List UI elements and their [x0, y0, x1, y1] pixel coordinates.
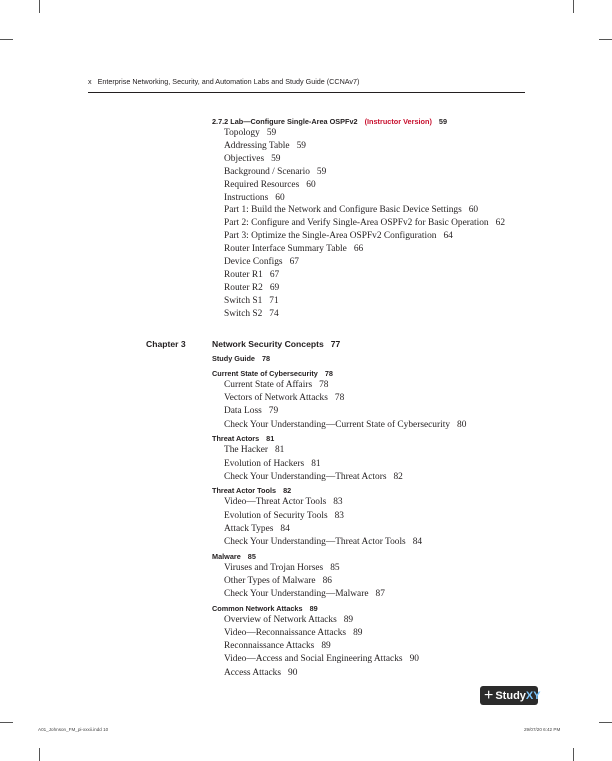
entry-text: Access Attacks: [224, 667, 282, 678]
toc-entry: [224, 641, 331, 651]
toc-entry: [224, 128, 276, 138]
entry-text: Part 3: Optimize the Single-Area OSPFv2 Configuration: [224, 231, 437, 242]
page-number: 59: [296, 140, 306, 151]
page-number: 80: [457, 419, 467, 430]
entry-text: Data Loss: [224, 406, 262, 417]
section-heading: [212, 354, 270, 363]
crop-mark: [573, 0, 574, 13]
entry-text: Router R1: [224, 269, 263, 280]
page-number: 87: [375, 589, 385, 600]
entry-text: Video—Reconnaissance Attacks: [224, 628, 347, 638]
crop-mark: [0, 39, 13, 40]
section-heading: [212, 552, 256, 561]
toc-entry: [224, 628, 362, 638]
toc-entry: [224, 563, 340, 573]
crop-mark: [39, 748, 40, 761]
entry-text: Check Your Understanding—Malware: [224, 589, 369, 600]
entry-text: Objectives: [224, 153, 265, 164]
toc-entry: [224, 193, 285, 203]
entry-text: Device Configs: [224, 257, 283, 267]
toc-entry: [224, 309, 279, 319]
section-heading: [212, 486, 291, 495]
running-header: [88, 77, 359, 86]
entry-text: Other Types of Malware: [224, 575, 316, 586]
toc-entry: [224, 257, 299, 267]
toc-entry: [224, 668, 297, 678]
toc-entry: [224, 511, 344, 521]
toc-entry: [224, 380, 328, 390]
entry-text: Viruses and Trojan Horses: [224, 562, 324, 573]
section-heading: [212, 604, 318, 613]
entry-text: Required Resources: [224, 179, 300, 190]
page-number: 81: [266, 434, 275, 444]
page-number: 62: [495, 218, 505, 229]
section-title: Study Guide: [212, 354, 255, 363]
entry-text: Topology: [224, 128, 260, 138]
crop-mark: [39, 0, 40, 13]
entry-text: Video—Access and Social Engineering Attacks: [224, 654, 403, 665]
toc-entry: [224, 406, 278, 416]
section-title: Threat Actors: [212, 434, 260, 444]
page-number: 77: [330, 339, 341, 349]
page-number: 60: [275, 192, 285, 203]
lab-title: 2.7.2 Lab—Configure Single-Area OSPFv2: [212, 117, 358, 126]
section-title: Malware: [212, 551, 241, 561]
running-title: Enterprise Networking, Security, and Automation Labs and Study Guide (CCNAv7): [97, 77, 360, 86]
entry-text: Video—Threat Actor Tools: [224, 497, 327, 508]
slug-file: A01_Johnson_FM_pi-xxxii.indd 10: [38, 727, 109, 732]
slug-date: 29/07/20 6:42 PM: [524, 727, 561, 732]
page-number: 69: [269, 282, 280, 293]
chapter-label: [146, 339, 186, 349]
page-number: 85: [330, 562, 340, 573]
page-number: 89: [353, 628, 363, 638]
page-number: 89: [343, 614, 354, 625]
entry-text: Evolution of Hackers: [224, 458, 305, 469]
crop-mark: [573, 748, 574, 761]
page-number: 64: [443, 231, 453, 242]
page-number: 78: [319, 380, 329, 390]
entry-text: Attack Types: [224, 523, 274, 534]
page-number: 67: [269, 269, 280, 280]
toc-entry: [224, 283, 279, 293]
chapter-title: Network Security Concepts: [212, 339, 324, 349]
page-number: 82: [283, 486, 292, 496]
toc-entry: [224, 524, 290, 534]
page-number: 89: [309, 603, 318, 613]
header-rule: [88, 92, 525, 93]
toc-entry: [224, 576, 332, 586]
page-number: 59: [266, 128, 277, 138]
page-number: 83: [334, 510, 344, 521]
entry-text: Check Your Understanding—Threat Actor Tools: [224, 537, 406, 547]
toc-entry: [224, 654, 419, 664]
toc-entry: [224, 445, 284, 455]
page-numeral: x: [88, 77, 92, 86]
entry-text: Instructions: [224, 192, 269, 203]
toc-entry: [224, 218, 505, 228]
page-number: 60: [306, 179, 316, 190]
toc-entry: [224, 167, 326, 177]
badge-suffix: XY: [525, 689, 541, 702]
entry-text: Check Your Understanding—Current State of Cybersecurity: [224, 419, 451, 430]
entry-text: Part 2: Configure and Verify Single-Area OSPFv2 for Basic Operation: [224, 218, 489, 229]
plus-icon: +: [484, 687, 494, 704]
page-number: 90: [409, 654, 419, 665]
toc-entry: [224, 459, 321, 469]
section-title: Threat Actor Tools: [212, 486, 277, 496]
section-heading: [212, 434, 274, 443]
page-number: 83: [333, 497, 343, 508]
toc-entry: [224, 589, 385, 599]
entry-text: Background / Scenario: [224, 166, 310, 177]
crop-mark: [599, 722, 612, 723]
page-number: 67: [289, 257, 299, 267]
page-number: 71: [269, 295, 279, 306]
page-number: 84: [280, 523, 290, 534]
entry-text: Overview of Network Attacks: [224, 614, 337, 625]
toc-entry: [224, 270, 279, 280]
lab-heading: [212, 117, 447, 126]
toc-entry: [224, 497, 343, 507]
toc-entry: [224, 420, 466, 430]
page-number: 60: [468, 205, 479, 216]
page-number: 59: [316, 166, 327, 177]
page-number: 59: [271, 153, 281, 164]
section-title: Common Network Attacks: [212, 603, 303, 613]
toc-entry: [224, 154, 280, 164]
page-number: 79: [268, 406, 279, 417]
entry-text: The Hacker: [224, 445, 268, 456]
toc-entry: [224, 205, 478, 215]
page-number: 78: [334, 393, 345, 404]
entry-text: Router R2: [224, 282, 263, 293]
entry-text: Reconnaissance Attacks: [224, 641, 315, 652]
page-number: 74: [269, 308, 279, 319]
page-number: 82: [393, 471, 403, 482]
entry-text: Vectors of Network Attacks: [224, 393, 328, 404]
page-number: 59: [438, 117, 448, 126]
page-number: 81: [311, 458, 321, 469]
page-number: 81: [274, 445, 285, 456]
badge-word: Study: [495, 689, 526, 702]
toc-entry: [224, 180, 316, 190]
entry-text: Addressing Table: [224, 140, 290, 151]
chapter-heading: [212, 339, 340, 349]
toc-entry: [224, 615, 353, 625]
toc-entry: [224, 537, 422, 547]
page-number: 66: [353, 244, 364, 255]
page-number: 84: [412, 537, 423, 547]
page-number: 85: [247, 551, 256, 561]
entry-text: Check Your Understanding—Threat Actors: [224, 471, 387, 482]
chapter-number: Chapter 3: [146, 339, 186, 349]
studyxy-badge: [480, 686, 541, 705]
toc-entry: [224, 472, 403, 482]
entry-text: Current State of Affairs: [224, 380, 313, 390]
section-title: Current State of Cybersecurity: [212, 369, 318, 378]
lab-tag: (Instructor Version): [364, 117, 432, 126]
crop-mark: [0, 722, 13, 723]
entry-text: Evolution of Security Tools: [224, 510, 328, 521]
section-heading: [212, 369, 333, 378]
page-number: 86: [322, 575, 332, 586]
entry-text: Router Interface Summary Table: [224, 244, 347, 255]
toc-entry: [224, 244, 363, 254]
toc-entry: [224, 393, 344, 403]
entry-text: Switch S1: [224, 295, 263, 306]
page-number: 90: [288, 667, 298, 678]
entry-text: Switch S2: [224, 308, 263, 319]
toc-entry: [224, 141, 306, 151]
page-number: 78: [261, 354, 271, 363]
page-number: 89: [321, 641, 331, 652]
toc-entry: [224, 296, 279, 306]
entry-text: Part 1: Build the Network and Configure Basic Device Settings: [224, 205, 462, 216]
toc-entry: [224, 231, 453, 241]
page-number: 78: [324, 369, 333, 378]
crop-mark: [599, 39, 612, 40]
